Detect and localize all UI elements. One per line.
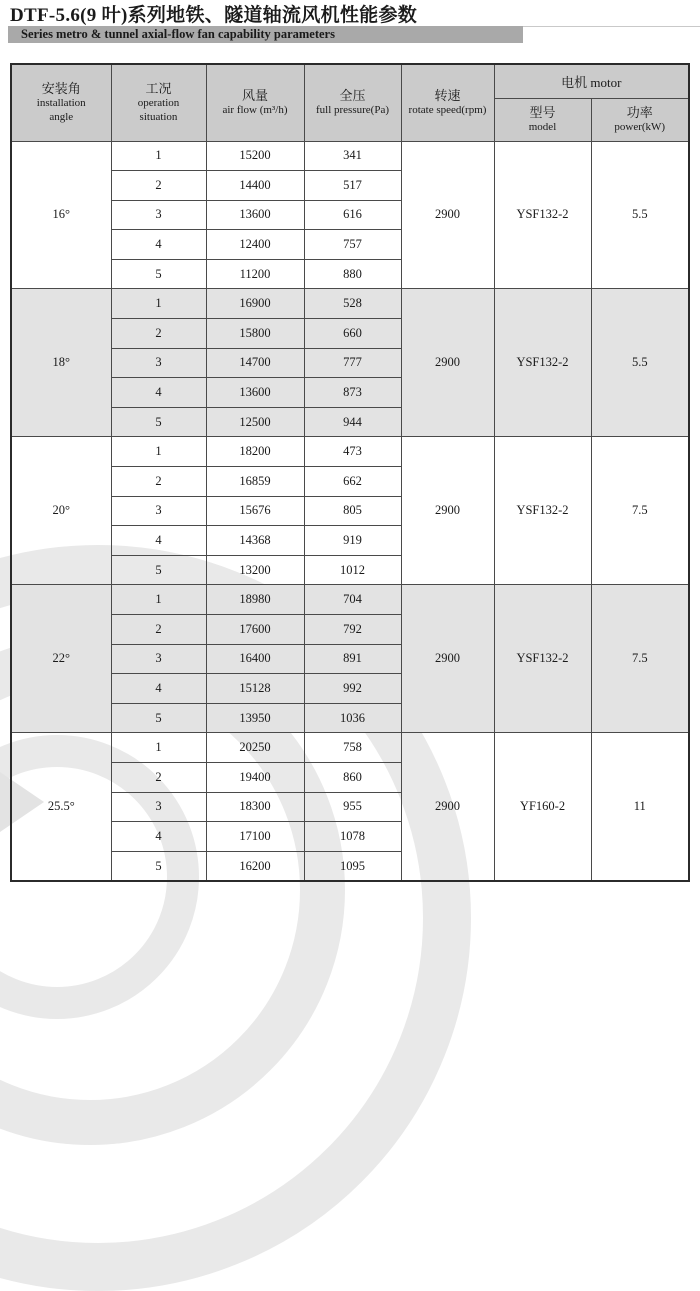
power-cell: 7.5 — [591, 437, 689, 585]
situation-cell: 1 — [111, 437, 206, 467]
pressure-cell: 792 — [304, 615, 401, 645]
airflow-cell: 18200 — [206, 437, 304, 467]
speed-cell: 2900 — [401, 585, 494, 733]
situation-cell: 5 — [111, 259, 206, 289]
table-row — [11, 141, 689, 171]
angle-cell: 25.5° — [11, 733, 111, 881]
situation-cell: 3 — [111, 792, 206, 822]
airflow-header-zh: 风量 — [241, 87, 268, 103]
airflow-cell: 16200 — [206, 851, 304, 881]
situation-header-en2: situation — [139, 110, 178, 123]
airflow-cell: 15676 — [206, 496, 304, 526]
pressure-cell: 860 — [304, 762, 401, 792]
power-cell: 7.5 — [591, 585, 689, 733]
situation-cell: 3 — [111, 200, 206, 230]
angle-cell: 20° — [11, 437, 111, 585]
pressure-cell: 873 — [304, 378, 401, 408]
airflow-cell: 13600 — [206, 200, 304, 230]
subtitle-bar — [8, 26, 523, 43]
table-body — [11, 141, 689, 881]
pressure-cell: 341 — [304, 141, 401, 171]
pressure-cell: 662 — [304, 467, 401, 497]
airflow-cell: 14700 — [206, 348, 304, 378]
model-header-zh: 型号 — [529, 104, 556, 120]
angle-cell: 22° — [11, 585, 111, 733]
situation-cell: 2 — [111, 762, 206, 792]
situation-cell: 5 — [111, 555, 206, 585]
situation-cell: 2 — [111, 171, 206, 201]
heading-rule — [523, 26, 700, 27]
situation-cell: 4 — [111, 674, 206, 704]
speed-cell: 2900 — [401, 733, 494, 881]
pressure-cell: 777 — [304, 348, 401, 378]
table-row — [11, 733, 689, 763]
situation-cell: 3 — [111, 644, 206, 674]
pressure-cell: 616 — [304, 200, 401, 230]
speed-header-zh: 转速 — [434, 87, 461, 103]
pressure-cell: 660 — [304, 319, 401, 349]
pressure-header-zh: 全压 — [339, 87, 366, 103]
speed-header-en: rotate speed(rpm) — [408, 104, 487, 116]
fan-parameters-table — [10, 63, 690, 882]
pressure-cell: 758 — [304, 733, 401, 763]
situation-cell: 3 — [111, 496, 206, 526]
angle-cell: 18° — [11, 289, 111, 437]
pressure-cell: 880 — [304, 259, 401, 289]
situation-cell: 5 — [111, 703, 206, 733]
page-title: DTF-5.6(9 叶)系列地铁、隧道轴流风机性能参数 — [10, 5, 418, 26]
airflow-cell: 20250 — [206, 733, 304, 763]
speed-cell: 2900 — [401, 141, 494, 289]
situation-cell: 4 — [111, 822, 206, 852]
pressure-cell: 473 — [304, 437, 401, 467]
airflow-cell: 13200 — [206, 555, 304, 585]
pressure-cell: 528 — [304, 289, 401, 319]
page-subtitle: Series metro & tunnel axial-flow fan capability parameters — [21, 27, 335, 41]
airflow-cell: 13950 — [206, 703, 304, 733]
situation-cell: 5 — [111, 851, 206, 881]
model-cell: YF160-2 — [494, 733, 591, 881]
table-row — [11, 585, 689, 615]
table-header — [11, 64, 689, 141]
airflow-header-en: air flow (m³/h) — [222, 104, 288, 116]
table-row — [11, 289, 689, 319]
angle-header-en2: angle — [49, 110, 74, 123]
col-header-rotate-speed — [401, 64, 494, 141]
airflow-cell: 14368 — [206, 526, 304, 556]
situation-header-en1: operation — [137, 97, 180, 110]
speed-cell: 2900 — [401, 289, 494, 437]
airflow-cell: 18300 — [206, 792, 304, 822]
airflow-cell: 11200 — [206, 259, 304, 289]
model-cell: YSF132-2 — [494, 437, 591, 585]
airflow-cell: 15800 — [206, 319, 304, 349]
pressure-cell: 992 — [304, 674, 401, 704]
situation-cell: 4 — [111, 378, 206, 408]
airflow-cell: 12400 — [206, 230, 304, 260]
situation-cell: 4 — [111, 526, 206, 556]
pressure-cell: 757 — [304, 230, 401, 260]
airflow-cell: 16400 — [206, 644, 304, 674]
situation-cell: 1 — [111, 289, 206, 319]
col-header-full-pressure — [304, 64, 401, 141]
col-header-air-flow — [206, 64, 304, 141]
pressure-cell: 944 — [304, 407, 401, 437]
airflow-cell: 17100 — [206, 822, 304, 852]
model-cell: YSF132-2 — [494, 289, 591, 437]
power-header-en: power(kW) — [614, 120, 666, 133]
situation-cell: 3 — [111, 348, 206, 378]
airflow-cell: 12500 — [206, 407, 304, 437]
pressure-cell: 1036 — [304, 703, 401, 733]
pressure-cell: 1095 — [304, 851, 401, 881]
airflow-cell: 18980 — [206, 585, 304, 615]
col-header-installation-angle — [11, 64, 111, 141]
model-header-en: model — [528, 120, 557, 133]
situation-header-zh: 工况 — [145, 80, 172, 96]
speed-cell: 2900 — [401, 437, 494, 585]
col-header-motor-power — [591, 98, 689, 141]
airflow-cell: 14400 — [206, 171, 304, 201]
power-cell: 11 — [591, 733, 689, 881]
power-cell: 5.5 — [591, 289, 689, 437]
pressure-cell: 891 — [304, 644, 401, 674]
situation-cell: 2 — [111, 467, 206, 497]
model-cell: YSF132-2 — [494, 585, 591, 733]
pressure-cell: 517 — [304, 171, 401, 201]
airflow-cell: 13600 — [206, 378, 304, 408]
situation-cell: 2 — [111, 615, 206, 645]
pressure-cell: 919 — [304, 526, 401, 556]
situation-cell: 2 — [111, 319, 206, 349]
pressure-cell: 704 — [304, 585, 401, 615]
situation-cell: 1 — [111, 733, 206, 763]
airflow-cell: 17600 — [206, 615, 304, 645]
situation-cell: 1 — [111, 585, 206, 615]
airflow-cell: 16859 — [206, 467, 304, 497]
table-row — [11, 437, 689, 467]
col-header-motor-model — [494, 98, 591, 141]
pressure-header-en: full pressure(Pa) — [315, 104, 389, 116]
airflow-cell: 15128 — [206, 674, 304, 704]
situation-cell: 4 — [111, 230, 206, 260]
airflow-cell: 15200 — [206, 141, 304, 171]
angle-header-en1: installation — [36, 97, 86, 110]
power-header-zh: 功率 — [626, 104, 653, 120]
pressure-cell: 1012 — [304, 555, 401, 585]
model-cell: YSF132-2 — [494, 141, 591, 289]
pressure-cell: 955 — [304, 792, 401, 822]
airflow-cell: 16900 — [206, 289, 304, 319]
pressure-cell: 1078 — [304, 822, 401, 852]
angle-cell: 16° — [11, 141, 111, 289]
col-header-motor-group: 电机 motor — [494, 64, 689, 98]
pressure-cell: 805 — [304, 496, 401, 526]
power-cell: 5.5 — [591, 141, 689, 289]
situation-cell: 5 — [111, 407, 206, 437]
col-header-operation-situation — [111, 64, 206, 141]
airflow-cell: 19400 — [206, 762, 304, 792]
situation-cell: 1 — [111, 141, 206, 171]
angle-header-zh: 安装角 — [41, 80, 81, 96]
